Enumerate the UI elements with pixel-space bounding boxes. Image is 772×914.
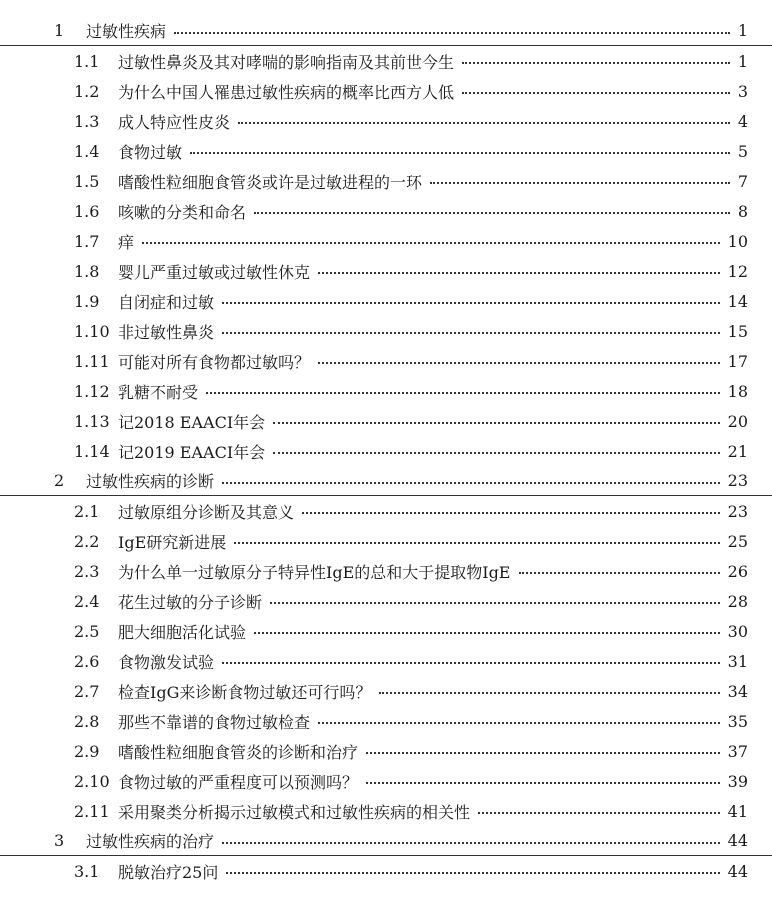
dot-leader [318,362,720,364]
section-number: 2.5 [74,621,100,641]
section-title: 婴儿严重过敏或过敏性休克 [118,262,311,282]
dot-leader [462,62,730,64]
dot-leader [206,392,720,394]
chapter-number: 1 [54,21,65,40]
toc-entry-1-13[interactable] [0,406,772,436]
dot-leader [273,422,719,424]
page-number: 23 [727,501,748,521]
dot-leader [222,662,720,664]
page-number: 12 [727,261,748,281]
page-number: 34 [727,681,748,701]
page-number: 18 [727,381,748,401]
section-number: 1.10 [74,321,110,341]
toc-entry-1-10[interactable] [0,316,772,346]
chapter-title: 过敏性疾病的治疗 [86,832,215,851]
toc-chapter-1[interactable] [0,16,772,46]
section-number: 2.11 [74,801,110,821]
section-title: 食物过敏的严重程度可以预测吗？ [118,772,359,792]
section-number: 1.2 [74,81,100,101]
toc-entry-1-1[interactable] [0,46,772,76]
section-title: 过敏性鼻炎及其对哮喘的影响指南及其前世今生 [118,52,455,72]
dot-leader [478,812,720,814]
dot-leader [238,122,730,124]
dot-leader [318,722,720,724]
section-title: 嗜酸性粒细胞食管炎或许是过敏进程的一环 [118,172,423,192]
toc-entry-2-1[interactable] [0,496,772,526]
page-number: 5 [737,141,748,161]
section-title: 为什么中国人罹患过敏性疾病的概率比西方人低 [118,82,455,102]
section-title: 乳糖不耐受 [118,382,199,402]
section-number: 1.13 [74,411,110,431]
section-title: 那些不靠谱的食物过敏检查 [118,712,311,732]
section-number: 2.9 [74,741,100,761]
page-number: 7 [737,171,748,191]
section-number: 2.7 [74,681,100,701]
dot-leader [462,92,730,94]
section-title: 可能对所有食物都过敏吗？ [118,352,311,372]
dot-leader [254,632,720,634]
page-number: 14 [727,291,748,311]
page-number: 20 [727,411,748,431]
chapter-number: 2 [54,471,65,490]
chapter-title: 过敏性疾病的诊断 [86,472,215,491]
section-number: 1.12 [74,381,110,401]
page-number: 39 [727,771,748,791]
section-number: 2.8 [74,711,100,731]
section-title: 脱敏治疗25问 [118,862,219,882]
page-number: 30 [727,621,748,641]
page-number: 37 [727,741,748,761]
dot-leader [302,512,720,514]
toc-entry-1-8[interactable] [0,256,772,286]
page-number: 23 [727,471,748,490]
section-title: 为什么单一过敏原分子特异性IgE的总和大于提取物IgE [118,562,511,582]
toc-entry-2-11[interactable] [0,796,772,826]
toc-entry-3-1[interactable] [0,856,772,886]
section-number: 1.4 [74,141,100,161]
section-number: 2.10 [74,771,110,791]
dot-leader [519,572,720,574]
toc-entry-1-11[interactable] [0,346,772,376]
section-title: 过敏原组分诊断及其意义 [118,502,295,522]
dot-leader [366,782,720,784]
dot-leader [379,692,719,694]
toc-entry-2-3[interactable] [0,556,772,586]
section-number: 2.4 [74,591,100,611]
toc-entry-1-6[interactable] [0,196,772,226]
section-number: 2.3 [74,561,100,581]
section-title: 痒 [118,232,135,252]
toc-entry-1-7[interactable] [0,226,772,256]
dot-leader [234,542,719,544]
section-number: 1.9 [74,291,100,311]
page-number: 8 [737,201,748,221]
toc-entry-2-7[interactable] [0,676,772,706]
section-title: 采用聚类分析揭示过敏模式和过敏性疾病的相关性 [118,802,471,822]
section-number: 1.8 [74,261,100,281]
section-title: IgE研究新进展 [118,532,227,552]
section-number: 1.14 [74,441,110,461]
page-number: 4 [737,111,748,131]
page-number: 21 [727,441,748,461]
section-title: 肥大细胞活化试验 [118,622,247,642]
section-number: 2.2 [74,531,100,551]
toc-entry-2-9[interactable] [0,736,772,766]
section-title: 记2019 EAACI年会 [118,442,266,462]
section-title: 检查IgG来诊断食物过敏还可行吗？ [118,682,372,702]
chapter-number: 3 [54,831,65,850]
page-number: 25 [727,531,748,551]
toc-entry-2-10[interactable] [0,766,772,796]
dot-leader [273,452,719,454]
toc-entry-2-4[interactable] [0,586,772,616]
page-number: 3 [737,81,748,101]
dot-leader [222,332,720,334]
toc-entry-2-5[interactable] [0,616,772,646]
toc-entry-2-6[interactable] [0,646,772,676]
dot-leader [222,842,720,844]
dot-leader [318,272,720,274]
dot-leader [142,242,720,244]
dot-leader [366,752,720,754]
toc-entry-1-9[interactable] [0,286,772,316]
page-number: 10 [727,231,748,251]
section-number: 1.5 [74,171,100,191]
page-number: 17 [727,351,748,371]
page-number: 35 [727,711,748,731]
section-number: 1.6 [74,201,100,221]
toc-entry-1-12[interactable] [0,376,772,406]
page-number: 15 [727,321,748,341]
page-number: 44 [727,861,748,881]
section-number: 1.1 [74,51,100,71]
page-number: 28 [727,591,748,611]
toc-entry-1-3[interactable] [0,106,772,136]
dot-leader [254,212,730,214]
section-title: 自闭症和过敏 [118,292,215,312]
page-number: 44 [727,831,748,850]
page-number: 1 [737,21,748,40]
page-number: 26 [727,561,748,581]
section-number: 3.1 [74,861,100,881]
toc-entry-1-5[interactable] [0,166,772,196]
toc-entry-2-8[interactable] [0,706,772,736]
page-number: 41 [727,801,748,821]
section-title: 嗜酸性粒细胞食管炎的诊断和治疗 [118,742,359,762]
toc-entry-1-14[interactable] [0,436,772,466]
section-title: 非过敏性鼻炎 [118,322,215,342]
dot-leader [226,872,719,874]
toc-chapter-3[interactable] [0,826,772,856]
section-title: 咳嗽的分类和命名 [118,202,247,222]
dot-leader [222,482,720,484]
section-number: 1.7 [74,231,100,251]
section-number: 1.11 [74,351,110,371]
section-title: 花生过敏的分子诊断 [118,592,263,612]
section-number: 1.3 [74,111,100,131]
chapter-title: 过敏性疾病 [86,22,167,41]
toc-entry-1-2[interactable] [0,76,772,106]
page-number: 1 [737,51,748,71]
toc-entry-2-2[interactable] [0,526,772,556]
toc-entry-1-4[interactable] [0,136,772,166]
toc-chapter-2[interactable] [0,466,772,496]
section-title: 成人特应性皮炎 [118,112,231,132]
section-number: 2.6 [74,651,100,671]
dot-leader [174,32,730,34]
section-number: 2.1 [74,501,100,521]
page-number: 31 [727,651,748,671]
dot-leader [222,302,720,304]
dot-leader [270,602,720,604]
dot-leader [430,182,730,184]
section-title: 食物过敏 [118,142,183,162]
section-title: 食物激发试验 [118,652,215,672]
section-title: 记2018 EAACI年会 [118,412,266,432]
dot-leader [190,152,730,154]
